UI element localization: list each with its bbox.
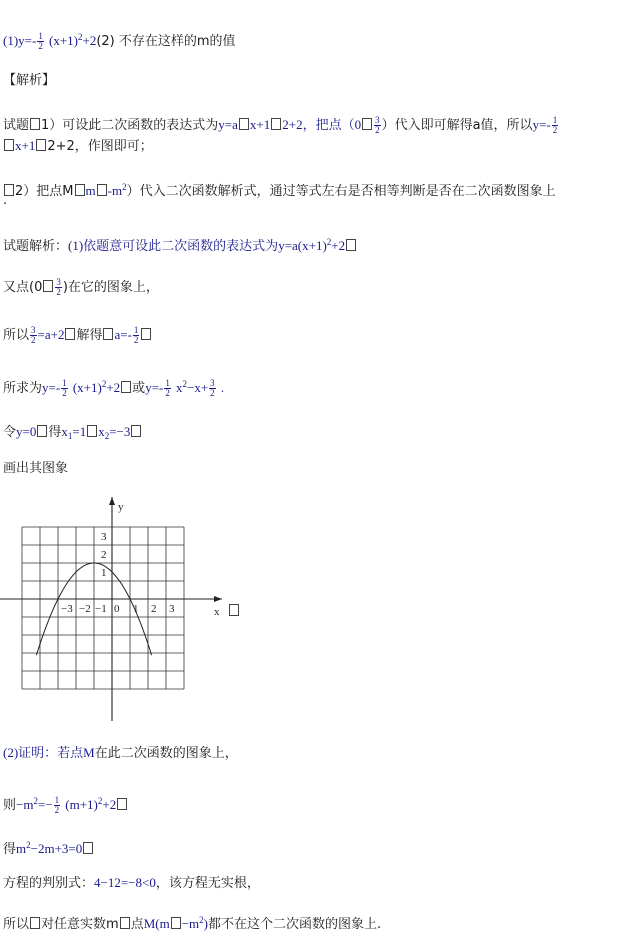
missing-glyph-box	[4, 139, 14, 151]
y-tick-label: 2	[101, 549, 107, 561]
x-tick-label: −2	[79, 603, 91, 615]
missing-glyph-box	[346, 239, 356, 251]
x-tick-label: −1	[95, 603, 107, 615]
fraction: $\frac{1}{2}$	[165, 378, 170, 398]
shiti-line-3-dot: .	[3, 193, 8, 208]
missing-glyph-box	[43, 280, 53, 292]
jiexi-heading: 【解析】	[3, 73, 56, 88]
jiexi-p6: 画出其图象	[3, 461, 69, 476]
axes	[0, 497, 222, 721]
missing-glyph-box	[30, 118, 40, 130]
fraction: $\frac{3}{2}$	[56, 277, 61, 297]
parabola-graph	[0, 495, 250, 727]
x-axis-label: x	[214, 606, 220, 618]
fraction: $\frac{1}{2}$	[38, 31, 43, 51]
fraction: $\frac{1}{2}$	[54, 795, 60, 815]
x-tick-label: −3	[61, 603, 73, 615]
missing-glyph-box	[120, 917, 130, 929]
missing-glyph-box	[171, 917, 181, 929]
x-tick-label: 3	[169, 603, 175, 615]
axis-labels	[61, 501, 220, 618]
missing-glyph-box	[229, 604, 239, 616]
missing-glyph-box	[121, 381, 131, 393]
fraction: $\frac{1}{2}$	[133, 325, 139, 345]
missing-glyph-box	[362, 118, 372, 130]
x-tick-label: 2	[151, 603, 157, 615]
missing-glyph-box	[30, 917, 40, 929]
missing-glyph-box	[97, 184, 107, 196]
fraction: $\frac{3}{2}$	[375, 115, 380, 135]
jiexi-p2: 又点(0 $\frac{3}{2}$ )在它的图象上，	[3, 277, 159, 297]
proof-line-1: (2)证明：若点M在此二次函数的图象上，	[3, 745, 238, 761]
y-tick-label: 1	[101, 567, 107, 579]
jiexi-p1: 试题解析：(1)依题意可设此二次函数的表达式为$y=a(x+1)^2+2$	[3, 233, 357, 256]
fraction: $\frac{1}{2}$	[62, 378, 67, 398]
shiti-line-2: x+1 2+2，作图即可；	[3, 137, 153, 156]
missing-glyph-box	[37, 425, 47, 437]
missing-glyph-box	[271, 118, 281, 130]
shiti-line-3: 2）把点M m $-m^2$）代入二次函数解析式，通过等式左右是否相等判断是否在二次函数图象上	[3, 178, 556, 201]
shiti-line-1: 试题 1）可设此二次函数的表达式为y=a x+1 2+2，把点（0 $\frac{3}{2}$ ）代入即可解得a值，所以y=- $\frac{1}{2}$	[3, 115, 558, 135]
jiexi-p5: 令y=0 得$x_1=1$ $x_2=-3$	[3, 423, 142, 445]
jiexi-p3: 所以 $\frac{3}{2}$ =a+2 解得 a=- $\frac{1}{2}$	[3, 326, 152, 345]
missing-glyph-box	[117, 798, 127, 810]
missing-glyph-box	[75, 184, 85, 196]
missing-glyph-box	[103, 328, 113, 340]
missing-glyph-box	[141, 328, 151, 340]
missing-glyph-box	[239, 118, 249, 130]
fraction: $\frac{3}{2}$	[31, 325, 36, 345]
proof-line-5: 所以 对任意实数m 点$M(m -m^2)$都不在这个二次函数的图象上.	[3, 915, 382, 932]
y-axis-label: y	[118, 501, 124, 513]
answer-line: (1)y=- $\frac{1}{2}$ $(x+1)^2+2(2)$ 不存在这样的m的值	[3, 31, 236, 51]
answer-part2: (2) 不存在这样的m的值	[96, 34, 236, 49]
missing-glyph-box	[36, 139, 46, 151]
y-tick-label: 3	[101, 531, 107, 543]
x-tick-label: 1	[133, 603, 139, 615]
x-tick-label: 0	[114, 603, 120, 615]
proof-line-4: 方程的判别式：4−12=−8<0，该方程无实根，	[3, 875, 260, 891]
y-axis-arrow	[109, 497, 115, 505]
proof-line-3: 得$m^2-2m+3=0$	[3, 836, 94, 859]
missing-glyph-box	[87, 425, 97, 437]
fraction: $\frac{3}{2}$	[210, 378, 215, 398]
answer-y-prefix: y=	[18, 33, 33, 48]
missing-glyph-box	[83, 842, 93, 854]
fraction: $\frac{1}{2}$	[552, 115, 558, 135]
proof-line-2: 则$-m^2=-$ $\frac{1}{2}$ $(m+1)^2+2$	[3, 792, 128, 815]
missing-glyph-box	[131, 425, 141, 437]
jiexi-p4: 所求为y=- $\frac{1}{2}$ $(x+1)^2+2$ 或y=- $\frac{1}{2}$ $x^2-x+$ $\frac{3}{2}$ .	[3, 378, 225, 398]
x-axis-arrow	[214, 596, 222, 602]
answer-part1-label: (1)	[3, 33, 19, 48]
missing-glyph-box	[65, 328, 75, 340]
